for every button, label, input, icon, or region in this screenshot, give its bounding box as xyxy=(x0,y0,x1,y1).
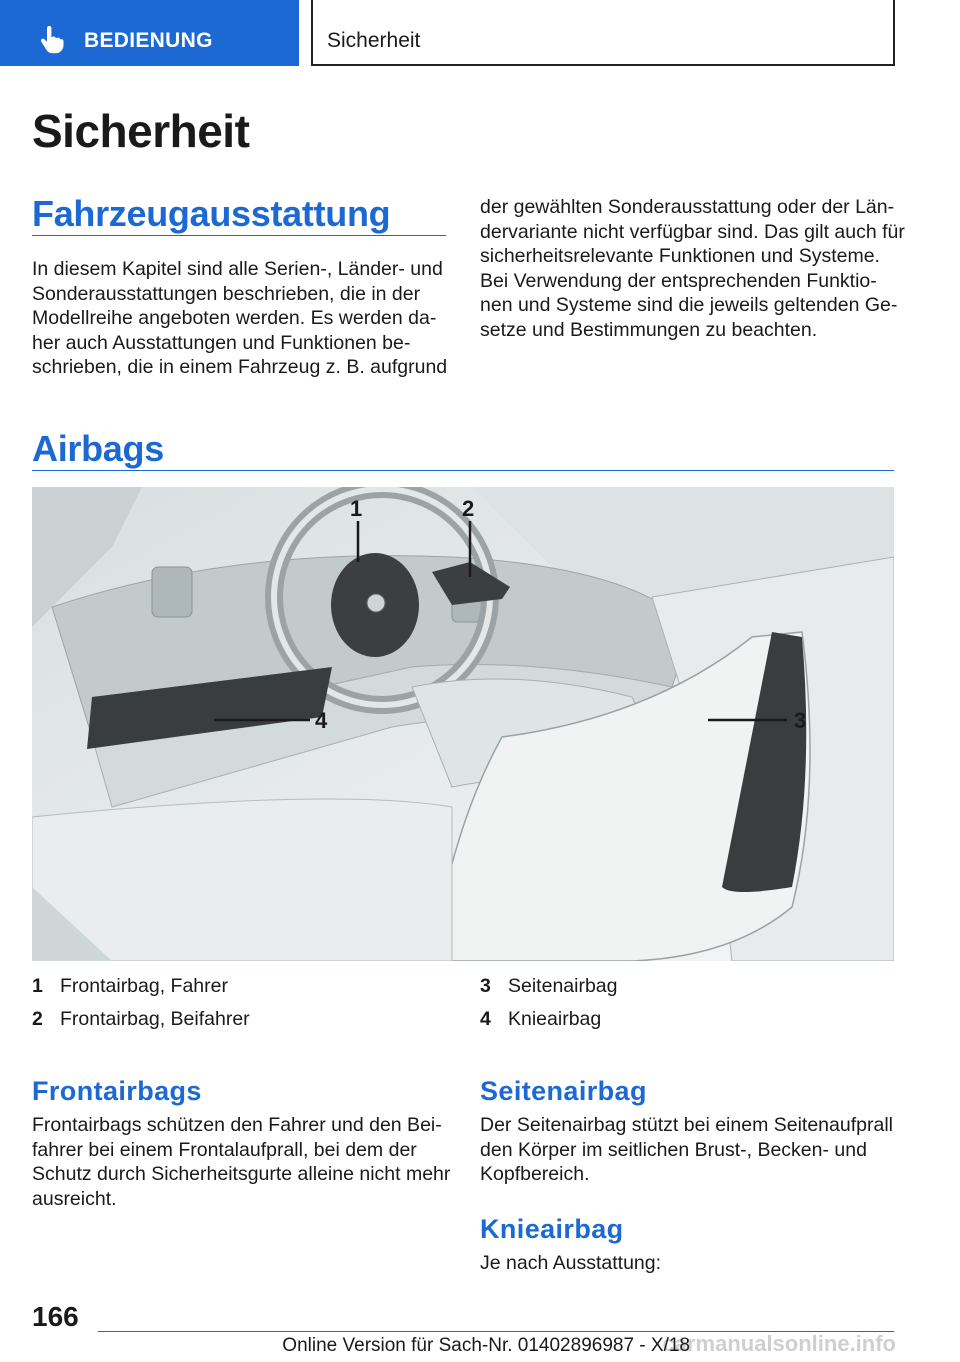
watermark: carmanualsonline.info xyxy=(662,1331,896,1356)
legend-number: 1 xyxy=(32,975,43,997)
heading-rule xyxy=(32,235,446,236)
text-line: den Körper im seitlichen Brust-, Becken- und xyxy=(480,1138,867,1161)
callout-3: 3 xyxy=(794,708,807,733)
heading-frontairbags: Frontairbags xyxy=(32,1076,202,1106)
heading-fahrzeugausstattung: Fahrzeugausstattung xyxy=(32,193,391,234)
text-line: fahrer bei einem Frontalaufprall, bei dem der xyxy=(32,1138,417,1161)
paragraph-knieairbag xyxy=(480,1251,661,1276)
paragraph-fahrzeug-col2 xyxy=(480,195,905,343)
text-line: Modellreihe angeboten werden. Es werden da‐ xyxy=(32,307,437,330)
text-line: nen und Systeme sind die jeweils geltenden Ge‐ xyxy=(480,294,898,317)
paragraph-frontairbags xyxy=(32,1113,450,1211)
text-line: der gewählten Sonderausstattung oder der Län‐ xyxy=(480,196,895,218)
text-line: dervariante nicht verfügbar sind. Das gilt auch für xyxy=(480,220,905,243)
hand-pointer-icon xyxy=(38,26,64,54)
callout-1: 1 xyxy=(350,496,363,521)
section-label: BEDIENUNG xyxy=(84,29,213,52)
text-line: Der Seitenairbag stützt bei einem Seitenaufprall xyxy=(480,1114,893,1136)
legend-text: Seitenairbag xyxy=(508,975,618,997)
text-line: sicherheitsrelevante Funktionen und Systeme. xyxy=(480,245,880,268)
legend-text: Frontairbag, Fahrer xyxy=(60,975,228,997)
text-line: setze und Bestimmungen zu beachten. xyxy=(480,318,818,341)
footer-text: Online Version für Sach-Nr. 01402896987 - X/18 xyxy=(282,1335,690,1356)
paragraph-fahrzeug-col1 xyxy=(32,257,447,380)
text-line: ausreicht. xyxy=(32,1187,117,1210)
text-line: Je nach Ausstattung: xyxy=(480,1252,662,1274)
page-title: Sicherheit xyxy=(32,105,250,157)
heading-knieairbag: Knieairbag xyxy=(480,1214,624,1244)
heading-rule xyxy=(32,470,894,471)
heading-airbags: Airbags xyxy=(32,428,164,469)
section-tab xyxy=(0,0,299,66)
text-line: her auch Ausstattungen und Funktionen be‐ xyxy=(32,331,411,354)
legend-number: 3 xyxy=(480,975,491,997)
breadcrumb xyxy=(311,0,895,66)
text-line: schrieben, die in einem Fahrzeug z. B. aufgrund xyxy=(32,356,448,379)
page-number: 166 xyxy=(32,1301,79,1332)
text-line: Kopfbereich. xyxy=(480,1163,590,1186)
car-interior-drawing xyxy=(32,487,894,961)
text-line: Bei Verwendung der entsprechenden Funktio‐ xyxy=(480,269,877,292)
callout-4: 4 xyxy=(315,708,328,733)
airbag-illustration xyxy=(32,487,894,961)
text-line: Schutz durch Sicherheitsgurte alleine nicht mehr xyxy=(32,1163,451,1186)
legend-number: 2 xyxy=(32,1008,43,1030)
text-line: Sonderausstattungen beschrieben, die in der xyxy=(32,282,421,305)
paragraph-seitenairbag xyxy=(480,1113,893,1187)
heading-seitenairbag: Seitenairbag xyxy=(480,1076,647,1106)
text-line: In diesem Kapitel sind alle Serien-, Länder- und xyxy=(32,258,443,280)
legend-text: Frontairbag, Beifahrer xyxy=(60,1008,250,1030)
breadcrumb-label: Sicherheit xyxy=(327,29,421,52)
legend-number: 4 xyxy=(480,1008,491,1030)
text-line: Frontairbags schützen den Fahrer und den Bei‐ xyxy=(32,1114,442,1136)
callout-2: 2 xyxy=(462,496,475,521)
legend-text: Knieairbag xyxy=(508,1008,602,1030)
